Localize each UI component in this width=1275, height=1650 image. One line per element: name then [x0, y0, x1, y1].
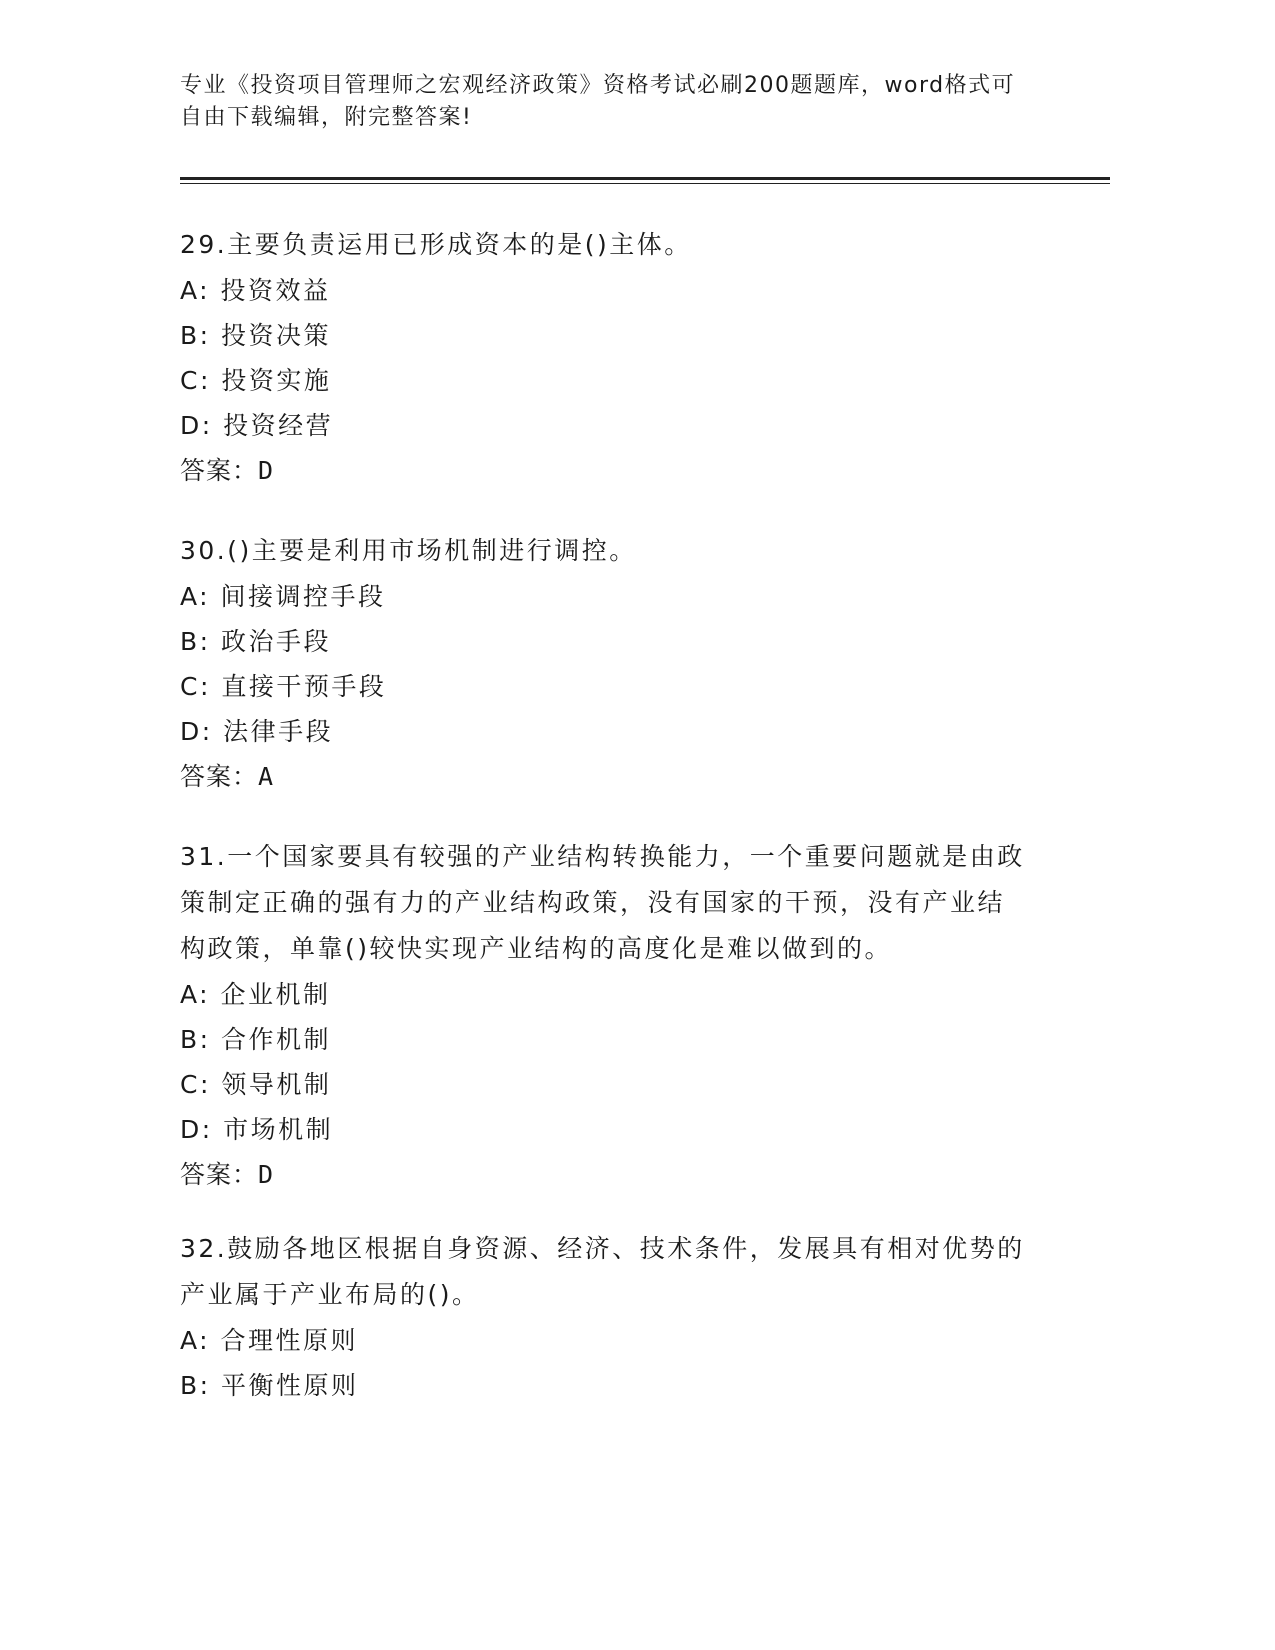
- answer: 答案：D: [180, 1160, 275, 1189]
- answer: 答案：D: [180, 456, 275, 485]
- option-c: C: 直接干预手段: [180, 672, 387, 701]
- question-stem: 30.()主要是利用市场机制进行调控。: [180, 536, 637, 565]
- question-stem: 29.主要负责运用已形成资本的是()主体。: [180, 230, 692, 259]
- question-31: [180, 834, 1050, 1197]
- question-stem-line-2: 产业属于产业布局的()。: [180, 1280, 480, 1309]
- option-a: A: 合理性原则: [180, 1326, 359, 1355]
- question-29: [180, 222, 1050, 493]
- option-a: A: 企业机制: [180, 980, 331, 1009]
- answer: 答案：A: [180, 762, 275, 791]
- option-c: C: 领导机制: [180, 1070, 332, 1099]
- question-stem-line-1: 32.鼓励各地区根据自身资源、经济、技术条件，发展具有相对优势的: [180, 1234, 1025, 1263]
- document-header: [180, 70, 1040, 134]
- option-a: A: 间接调控手段: [180, 582, 386, 611]
- header-line-1: 专业《投资项目管理师之宏观经济政策》资格考试必刷200题题库，word格式可: [180, 73, 1016, 98]
- question-stem-line-1: 31.一个国家要具有较强的产业结构转换能力，一个重要问题就是由政: [180, 842, 1025, 871]
- question-32: [180, 1226, 1050, 1408]
- header-divider-thick: [180, 177, 1110, 180]
- option-b: B: 政治手段: [180, 627, 332, 656]
- option-b: B: 合作机制: [180, 1025, 332, 1054]
- option-c: C: 投资实施: [180, 366, 332, 395]
- option-b: B: 投资决策: [180, 321, 332, 350]
- option-d: D: 投资经营: [180, 411, 334, 440]
- option-d: D: 法律手段: [180, 717, 334, 746]
- question-30: [180, 528, 1050, 799]
- option-b: B: 平衡性原则: [180, 1371, 359, 1400]
- question-stem-line-3: 构政策，单靠()较快实现产业结构的高度化是难以做到的。: [180, 934, 893, 963]
- header-line-2: 自由下载编辑，附完整答案!: [180, 105, 473, 130]
- option-d: D: 市场机制: [180, 1115, 334, 1144]
- question-stem-line-2: 策制定正确的强有力的产业结构政策，没有国家的干预，没有产业结: [180, 888, 1006, 917]
- header-divider-thin: [180, 183, 1110, 184]
- option-a: A: 投资效益: [180, 276, 331, 305]
